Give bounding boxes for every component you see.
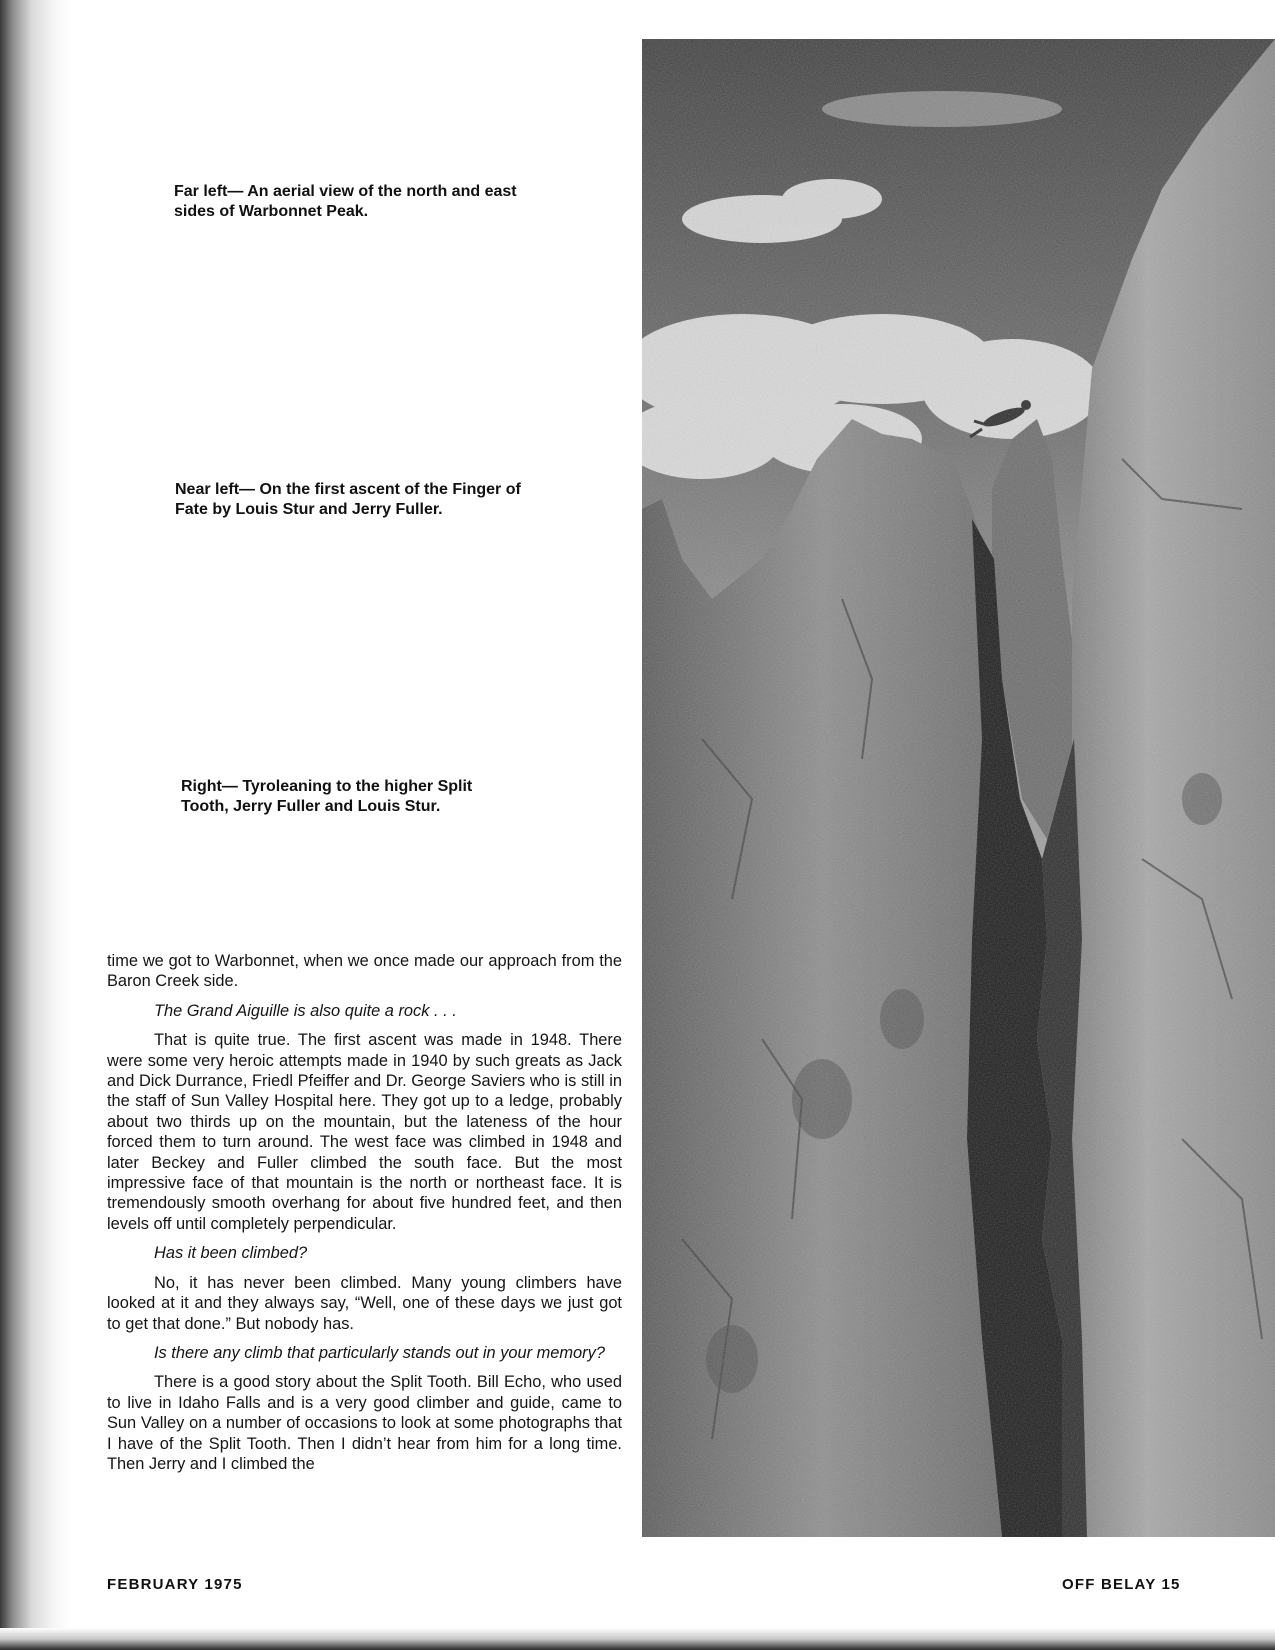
footer-issue-date: FEBRUARY 1975 [107, 1576, 243, 1593]
caption-near-left: Near left— On the first ascent of the Finger of Fate by Louis Stur and Jerry Fuller. [175, 481, 521, 518]
article-paragraph: time we got to Warbonnet, when we once made our approach from the Baron Creek side. [107, 952, 622, 991]
caption-right: Right— Tyroleaning to the higher Split Tooth, Jerry Fuller and Louis Stur. [181, 778, 473, 815]
interview-question: Has it been climbed? [154, 1244, 308, 1263]
caption-far-left: Far left— An aerial view of the north and east sides of Warbonnet Peak. [174, 183, 517, 220]
article-paragraph: There is a good story about the Split Tooth. Bill Echo, who used to live in Idaho Falls and is a very good climber and guide, came to Sun Valley on a number of occasions to look at some photographs that I have of the Split Tooth. Then I didn’t hear from him for a long time. Then Jerry and I climbed the [107, 1373, 622, 1473]
article-paragraph: No, it has never been climbed. Many young climbers have looked at it and they always say, “Well, one of these days we just got to get that done.” But nobody has. [107, 1273, 622, 1333]
interview-question: Is there any climb that particularly stands out in your memory? [154, 1343, 605, 1362]
interview-question: The Grand Aiguille is also quite a rock . . . [154, 1001, 457, 1020]
binding-gutter-shadow [0, 0, 70, 1650]
page-edge-shadow [0, 1628, 1275, 1650]
article-paragraph: That is quite true. The first ascent was made in 1948. There were some very heroic attempts made in 1940 by such greats as Jack and Dick Durrance, Friedl Pfeiffer and Dr. George Saviers who is still in the staff of Sun Valley Hospital here. They got up to a ledge, probably about two thirds up on the mountain, but the lateness of the hour forced them to turn around. The west face was climbed in 1948 and later Beckey and Fuller climbed the south face. But the most impressive face of that mountain is the north or northeast face. It is tremendously smooth overhang for about five hundred feet, and then levels off until completely perpendicular. [107, 1031, 622, 1233]
article-body [107, 951, 622, 1483]
tyrolean-traverse-photo [642, 39, 1275, 1537]
footer-page-number: OFF BELAY 15 [1062, 1576, 1181, 1593]
